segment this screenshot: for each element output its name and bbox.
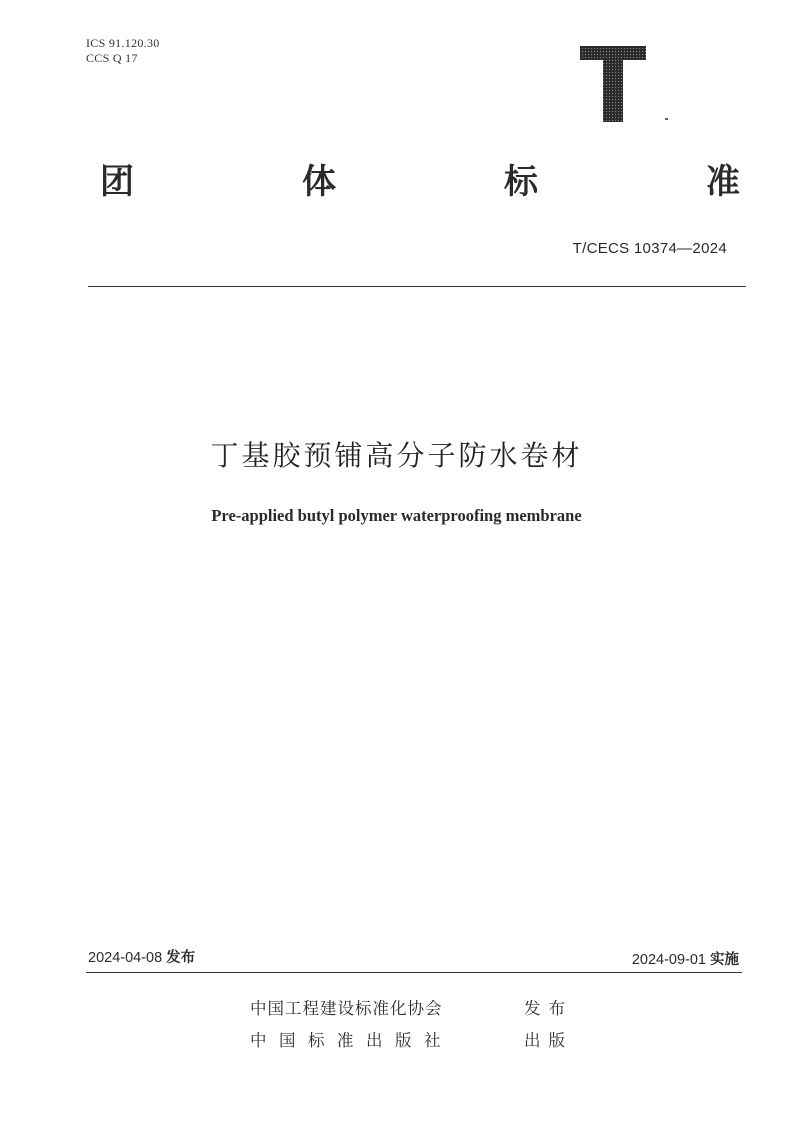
implement-date: 2024-09-01 [631,952,706,968]
standard-type-char: 体 [302,162,336,202]
classification-codes [86,36,160,66]
standard-type-char: 团 [100,162,134,202]
ics-code: ICS 91.120.30 [86,36,160,50]
publisher-org-2: 中国标准出版社 [250,1031,453,1050]
issue-label: 发布 [166,950,196,966]
standard-type-char: 标 [504,162,538,202]
title-chinese: 丁基胶预铺高分子防水卷材 [210,439,583,472]
ccs-code: CCS Q 17 [86,51,138,65]
issue-date: 2024-04-08 [88,950,163,966]
header-divider [88,286,746,287]
standard-type-char: 准 [706,162,740,202]
scan-speck [665,118,668,120]
publisher-org-1-role: 发布 [524,999,573,1018]
logo-bar-stem [603,58,623,122]
footer-divider [86,972,742,973]
implement-label: 实施 [710,952,739,968]
title-english: Pre-applied butyl polymer waterproofing membrane [211,506,582,525]
t-standard-logo [578,44,648,124]
implement-date-line [632,948,739,969]
standard-type-heading [100,160,740,204]
issue-date-line [88,946,195,967]
logo-bar-top [580,46,646,60]
standard-code: T/CECS 10374—2024 [572,240,727,257]
publisher-org-2-role: 出版 [524,1031,573,1050]
publisher-org-1: 中国工程建设标准化协会 [250,999,443,1018]
